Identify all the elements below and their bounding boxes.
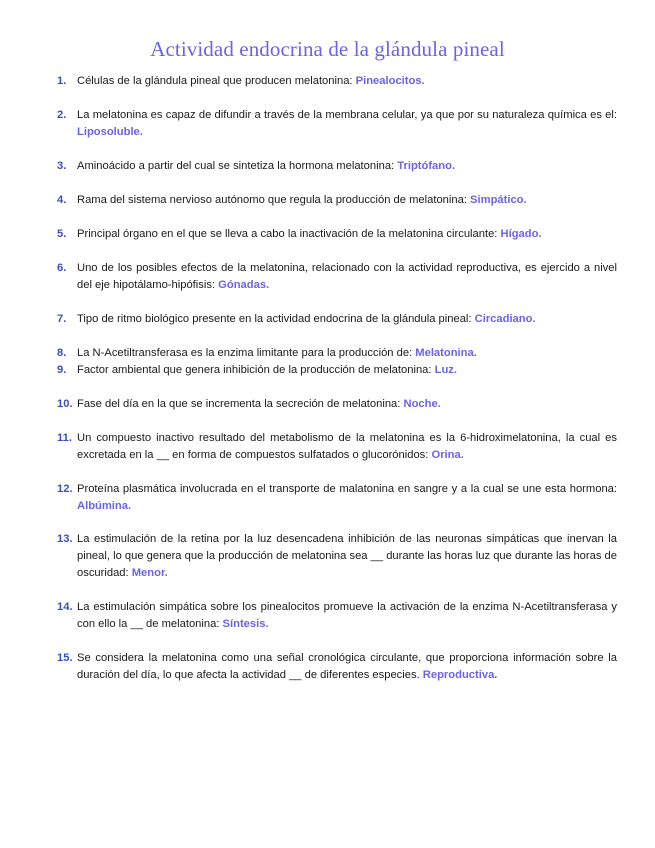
question-answer: Reproductiva. xyxy=(422,669,498,681)
question-answer: Luz. xyxy=(434,364,457,376)
question-text: La melatonina es capaz de difundir a través de la membrana celular, ya que por su naturaleza química es el: xyxy=(77,109,617,121)
question-answer: Orina. xyxy=(431,449,464,461)
question-text-wrap xyxy=(77,396,617,413)
question-text-wrap xyxy=(77,260,617,294)
question-item xyxy=(57,396,617,413)
question-text-wrap xyxy=(77,226,617,243)
question-text: Proteína plasmática involucrada en el transporte de malatonina en sangre y a la cual se une esta hormona: xyxy=(77,483,617,495)
question-answer: Hígado. xyxy=(500,228,542,240)
question-item xyxy=(57,107,617,141)
question-number: 1. xyxy=(57,75,67,87)
question-text-wrap xyxy=(77,650,617,684)
question-text: Principal órgano en el que se lleva a cabo la inactivación de la melatonina circulante: xyxy=(77,228,501,240)
question-text-wrap xyxy=(77,73,617,90)
question-text: La estimulación simpática sobre los pinealocitos promueve la activación de la enzima N-Acetiltransferasa y con ello la __ de melatonina: xyxy=(77,601,617,630)
question-text-wrap xyxy=(77,345,617,362)
question-answer: Menor. xyxy=(131,567,168,579)
question-answer: Gónadas. xyxy=(218,279,270,291)
question-item xyxy=(57,430,617,464)
question-answer: Pinealocitos. xyxy=(355,75,425,87)
question-number: 7. xyxy=(57,313,67,325)
question-number: 6. xyxy=(57,262,67,274)
question-answer: Albúmina. xyxy=(77,500,132,512)
question-number: 15. xyxy=(57,652,73,664)
question-answer: Triptófano. xyxy=(397,160,456,172)
question-answer: Simpático. xyxy=(470,194,527,206)
question-text-wrap xyxy=(77,311,617,328)
question-answer: Melatonina. xyxy=(415,347,477,359)
question-text: La estimulación de la retina por la luz desencadena inhibición de las neuronas simpáticas que inervan la pineal, lo que genera que la producción de melatonina sea __ durante las horas luz que durante las horas de oscuridad: xyxy=(77,533,617,579)
question-text: Fase del día en la que se incrementa la secreción de melatonina: xyxy=(77,398,404,410)
question-text: Aminoácido a partir del cual se sintetiza la hormona melatonina: xyxy=(77,160,398,172)
question-text-wrap xyxy=(77,107,617,141)
question-text-wrap xyxy=(77,192,617,209)
question-text: Rama del sistema nervioso autónomo que regula la producción de melatonina: xyxy=(77,194,471,206)
question-answer: Liposoluble. xyxy=(77,126,143,138)
question-item xyxy=(57,73,617,90)
question-number: 12. xyxy=(57,483,73,495)
question-answer: Noche. xyxy=(403,398,441,410)
question-answer: Síntesis. xyxy=(222,618,269,630)
question-item xyxy=(57,531,617,582)
question-text-wrap xyxy=(77,599,617,633)
question-text: Se considera la melatonina como una señal cronológica circulante, que proporciona información sobre la duración del día, lo que afecta la actividad __ de diferentes especies. xyxy=(77,652,617,681)
question-text: Tipo de ritmo biológico presente en la actividad endocrina de la glándula pineal: xyxy=(77,313,475,325)
question-text: Uno de los posibles efectos de la melatonina, relacionado con la actividad reproductiva, es ejercido a nivel del eje hipotálamo-hipófisis: xyxy=(77,262,617,291)
question-number: 10. xyxy=(57,398,73,410)
question-item xyxy=(57,311,617,328)
question-text-wrap xyxy=(77,481,617,515)
question-number: 13. xyxy=(57,533,73,545)
question-text-wrap xyxy=(77,362,617,379)
question-text: Factor ambiental que genera inhibición de la producción de melatonina: xyxy=(77,364,435,376)
question-number: 11. xyxy=(57,432,72,444)
question-item xyxy=(57,599,617,633)
question-number: 8. xyxy=(57,347,67,359)
question-text: Un compuesto inactivo resultado del metabolismo de la melatonina es la 6-hidroximelatonina, la cual es excretada en la __ en forma de compuestos sulfatados o glucorónidos: xyxy=(77,432,617,461)
question-text: La N-Acetiltransferasa es la enzima limitante para la producción de: xyxy=(77,347,416,359)
question-text-wrap xyxy=(77,531,617,582)
page-title: Actividad endocrina de la glándula pineal xyxy=(150,37,505,61)
question-item xyxy=(57,158,617,175)
question-number: 14. xyxy=(57,601,73,613)
question-answer: Circadiano. xyxy=(474,313,536,325)
question-item xyxy=(57,226,617,243)
question-item xyxy=(57,481,617,515)
question-text-wrap xyxy=(77,158,617,175)
question-number: 2. xyxy=(57,109,67,121)
question-text-wrap xyxy=(77,430,617,464)
question-item xyxy=(57,260,617,294)
question-number: 3. xyxy=(57,160,67,172)
question-item xyxy=(57,362,617,379)
question-item xyxy=(57,192,617,209)
question-number: 9. xyxy=(57,364,67,376)
question-text: Células de la glándula pineal que producen melatonina: xyxy=(77,75,356,87)
question-number: 5. xyxy=(57,228,67,240)
question-item xyxy=(57,345,617,362)
question-number: 4. xyxy=(57,194,67,206)
question-item xyxy=(57,650,617,684)
